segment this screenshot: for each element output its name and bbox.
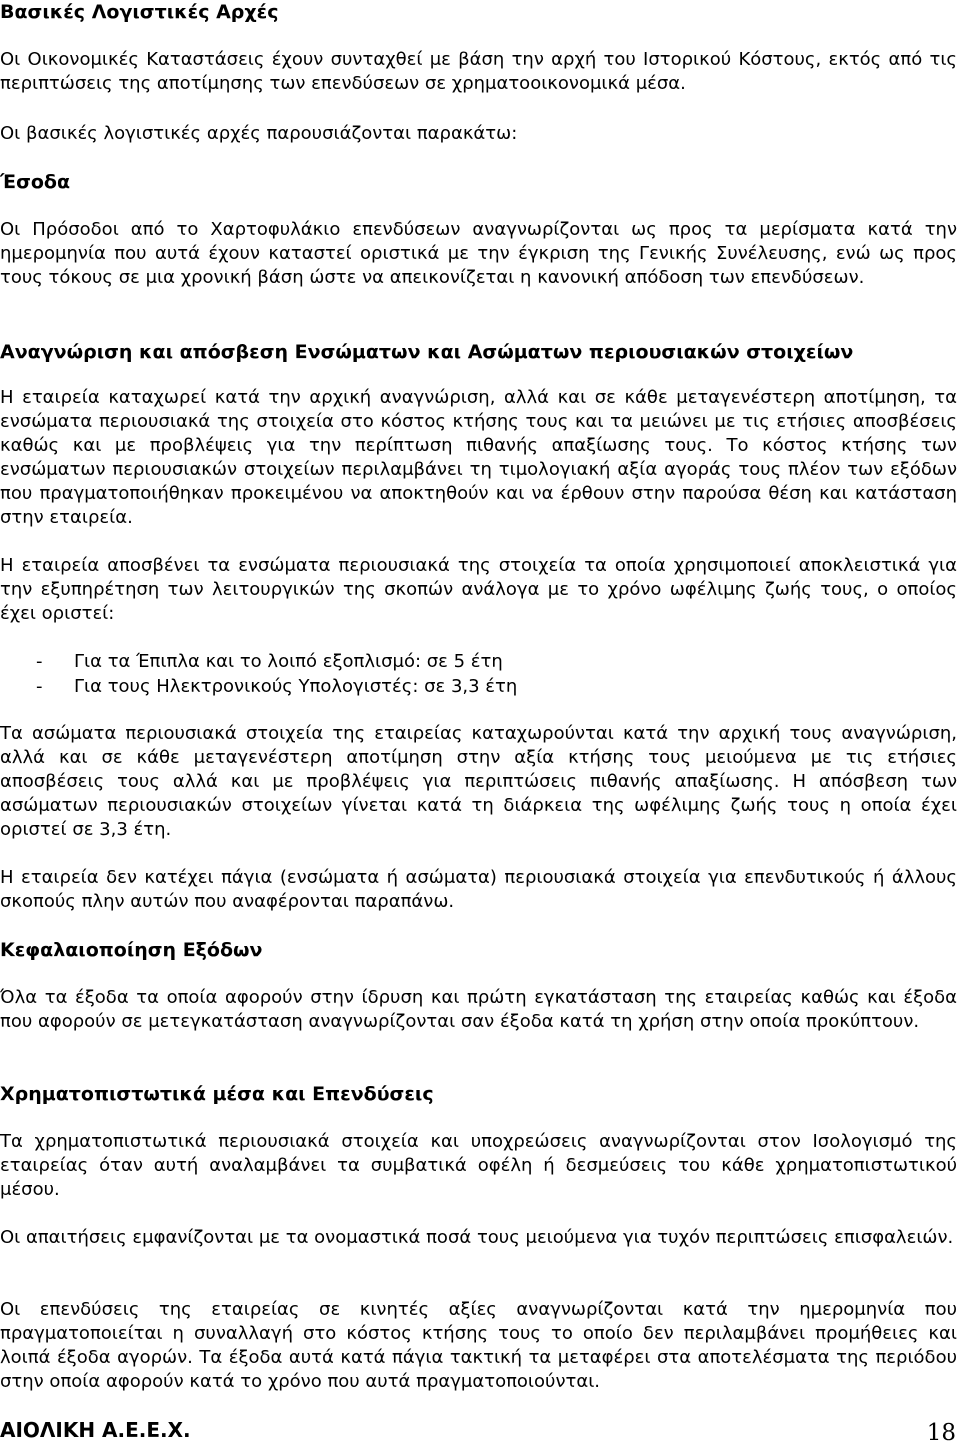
footer-company-name: ΑΙΟΛΙΚΗ Α.Ε.Ε.Χ. [0,1418,191,1442]
section-assets-paragraph-3: Τα ασώματα περιουσιακά στοιχεία της εταιρείας καταχωρούνται κατά την αρχική τους αναγνώριση, αλλά και σε κάθε μεταγενέστερη αποτίμηση στην αξία κτήσης τους μειούμενα με τις ετήσιες αποσβέσεις τους αλλά και με προβλέψεις για περιπτώσεις πιθανής απαξίωσης. Η απόσβεση των ασώματων περιουσιακών στοιχείων γίνεται κατά τη διάρκεια της ωφέλιμης ζωής τους η οποία έχει οριστεί σε 3,3 έτη. [0,723,957,840]
section-income-paragraph: Οι Πρόσοδοι από το Χαρτοφυλάκιο επενδύσεων αναγνωρίζονται ως προς τα μερίσματα κατά την ημερομηνία που αυτά έχουν καταστεί οριστικά με την έγκριση της Γενικής Συνέλευσης, ενώ ως προς τους τόκους σε μια χρονική βάση ώστε να απεικονίζεται η κανονική απόδοση των επενδύσεων. [0,219,957,288]
section-heading-income: Έσοδα [0,171,71,193]
section-financial-paragraph-2: Οι απαιτήσεις εμφανίζονται με τα ονομαστικά ποσά τους μειούμενα για τυχόν περιπτώσεις επισφαλειών. [0,1227,954,1248]
section-heading-assets: Αναγνώριση και απόσβεση Ενσώματων και Ασώματων περιουσιακών στοιχείων [0,341,854,363]
section-financial-paragraph-1: Τα χρηματοπιστωτικά περιουσιακά στοιχεία και υποχρεώσεις αναγνωρίζονται στον Ισολογισμό της εταιρείας όταν αυτή αναλαμβάνει τα συμβατικά οφέλη ή δεσμεύσεις του κάθε χρηματοπιστωτικού μέσου. [0,1131,957,1200]
section-capitalization-paragraph: Όλα τα έξοδα τα οποία αφορούν στην ίδρυση και πρώτη εγκατάσταση της εταιρείας καθώς και έξοδα που αφορούν σε μετεγκατάσταση αναγνωρίζονται σαν έξοδα κατά τη χρήση στην οποία προκύπτουν. [0,987,957,1032]
page-title: Βασικές Λογιστικές Αρχές [0,1,279,23]
intro-paragraph-2: Οι βασικές λογιστικές αρχές παρουσιάζονται παρακάτω: [0,123,518,144]
section-heading-capitalization: Κεφαλαιοποίηση Εξόδων [0,939,263,961]
list-item-text: Για τα Έπιπλα και το λοιπό εξοπλισμό: σε 5 έτη [74,651,503,672]
list-item: - Για τους Ηλεκτρονικούς Υπολογιστές: σε 3,3 έτη [36,676,518,697]
list-item-text: Για τους Ηλεκτρονικούς Υπολογιστές: σε 3,3 έτη [74,676,518,697]
section-financial-paragraph-3: Οι επενδύσεις της εταιρείας σε κινητές αξίες αναγνωρίζονται κατά την ημερομηνία που πραγματοποιείται η συναλλαγή στο κόστος κτήσης τους το οποίο δεν περιλαμβάνει προμήθειες και λοιπά έξοδα αγορών. Τα έξοδα αυτά κατά πάγια τακτική τα μεταφέρει στα αποτελέσματα της περιόδου στην οποία αφορούν κατά το χρόνο που αυτά πραγματοποιούνται. [0,1299,957,1392]
section-heading-financial-instruments: Χρηματοπιστωτικά μέσα και Επενδύσεις [0,1083,434,1105]
section-assets-paragraph-4: Η εταιρεία δεν κατέχει πάγια (ενσώματα ή ασώματα) περιουσιακά στοιχεία για επενδυτικούς ή άλλους σκοπούς πλην αυτών που αναφέρονται παραπάνω. [0,867,957,912]
footer-page-number: 18 [926,1420,956,1446]
section-assets-paragraph-1: Η εταιρεία καταχωρεί κατά την αρχική αναγνώριση, αλλά και σε κάθε μεταγενέστερη αποτίμηση, τα ενσώματα περιουσιακά της στοιχεία στο κόστος κτήσης τους και τα μειώνει με τις ετήσιες αποσβέσεις καθώς και με προβλέψεις για την περίπτωση πιθανής απαξίωσης τους. Το κόστος κτήσης των ενσώματων περιουσιακών στοιχείων περιλαμβάνει τη τιμολογιακή αξία αγοράς τους πλέον των εξόδων που πραγματοποιήθηκαν προκειμένου να αποκτηθούν και να έρθουν στην παρούσα θέση και κατάσταση στην εταιρεία. [0,387,957,528]
list-item: - Για τα Έπιπλα και το λοιπό εξοπλισμό: σε 5 έτη [36,651,503,672]
section-assets-paragraph-2: Η εταιρεία αποσβένει τα ενσώματα περιουσιακά της στοιχεία τα οποία χρησιμοποιεί αποκλειστικά για την εξυπηρέτηση των λειτουργικών της σκοπών ανάλογα με το χρόνο ωφέλιμης ζωής τους, ο οποίος έχει οριστεί: [0,555,957,624]
intro-paragraph-1: Οι Οικονομικές Καταστάσεις έχουν συνταχθεί με βάση την αρχή του Ιστορικού Κόστους, εκτός από τις περιπτώσεις της αποτίμησης των επενδύσεων σε χρηματοοικονομικά μέσα. [0,49,957,94]
